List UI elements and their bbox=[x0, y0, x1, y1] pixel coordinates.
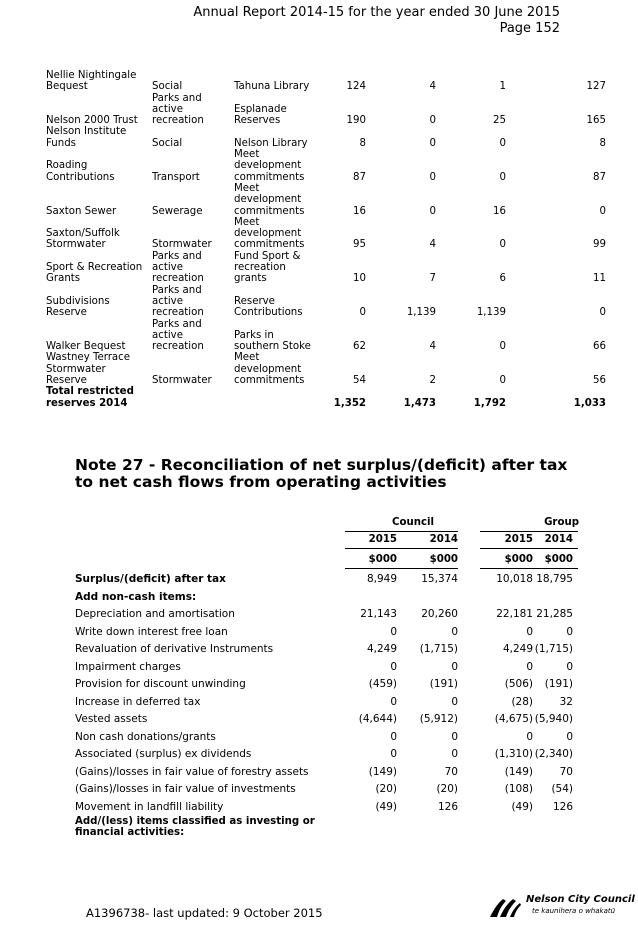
logo-tagline: te kaunihera o whakatū bbox=[532, 907, 616, 915]
reserve-cell-name: Wastney Terrace Stormwater Reserve bbox=[46, 352, 131, 387]
year-header: 2014 bbox=[429, 534, 458, 545]
year-header: 2014 bbox=[544, 534, 573, 545]
reserve-cell-purpose: Meet development commitments bbox=[234, 182, 305, 217]
reserve-cell-out: 0 bbox=[499, 137, 506, 149]
row-value: 0 bbox=[451, 660, 458, 673]
row-value: 126 bbox=[552, 800, 573, 813]
row-value: (5,912) bbox=[419, 713, 458, 725]
reserve-cell-purpose: Parks in southern Stoke bbox=[234, 329, 311, 353]
reconciliation-row bbox=[75, 781, 585, 799]
reserve-cell-out: 0 bbox=[499, 375, 506, 387]
reserve-cell-opening: 95 bbox=[353, 239, 366, 251]
row-value: 21,143 bbox=[360, 608, 397, 620]
group-group-header: Group bbox=[544, 517, 579, 528]
row-value: (5,940) bbox=[534, 713, 573, 725]
reserve-cell-in: 2 bbox=[429, 375, 436, 387]
reserve-cell-closing: 127 bbox=[586, 81, 606, 93]
row-value: 0 bbox=[451, 730, 458, 743]
row-value: 70 bbox=[444, 765, 458, 778]
row-value: 70 bbox=[559, 765, 573, 778]
reserve-cell-out: 25 bbox=[493, 115, 506, 127]
row-value: (1,715) bbox=[419, 643, 458, 655]
row-value: 0 bbox=[451, 748, 458, 760]
reconciliation-row bbox=[75, 571, 585, 589]
row-value: (4,675) bbox=[494, 713, 533, 725]
row-value: 0 bbox=[390, 730, 397, 743]
reserve-cell-closing: 99 bbox=[593, 239, 606, 251]
reserve-cell-out: 1 bbox=[499, 81, 506, 93]
row-value: (20) bbox=[375, 783, 397, 795]
row-value: 10,018 bbox=[496, 573, 533, 585]
reserve-cell-name: Walker Bequest bbox=[46, 341, 126, 353]
reserve-cell-out: 16 bbox=[493, 205, 506, 217]
row-label: Non cash donations/grants bbox=[75, 730, 216, 743]
row-value: (1,715) bbox=[534, 643, 573, 655]
row-value: 20,260 bbox=[421, 608, 458, 620]
council-logo bbox=[488, 893, 635, 923]
reserve-row bbox=[46, 251, 606, 285]
reserve-cell-activity: Stormwater bbox=[152, 375, 212, 387]
reserve-cell-out: 1,139 bbox=[476, 307, 506, 319]
reserve-cell-out: 0 bbox=[499, 239, 506, 251]
report-title: Annual Report 2014-15 for the year ended 30 June 2015 bbox=[193, 5, 560, 20]
reserve-cell-closing: 11 bbox=[593, 273, 606, 285]
row-label: (Gains)/losses in fair value of investments bbox=[75, 783, 296, 795]
row-value: (459) bbox=[368, 678, 397, 690]
reserve-cell-purpose: Tahuna Library bbox=[234, 81, 310, 93]
reserve-cell-purpose: Meet development commitments bbox=[234, 149, 305, 183]
reserve-cell-opening: 62 bbox=[353, 341, 366, 353]
unit-rule bbox=[480, 568, 578, 569]
reserve-cell-closing: 8 bbox=[599, 137, 606, 149]
row-value: (28) bbox=[511, 695, 533, 708]
row-value: (4,644) bbox=[358, 713, 397, 725]
row-value: 0 bbox=[526, 660, 533, 673]
row-value: 4,249 bbox=[502, 643, 533, 655]
year-header-row bbox=[75, 531, 585, 551]
reserve-cell-purpose: Esplanade Reserves bbox=[234, 103, 287, 127]
reserve-cell-activity: Parks and active recreation bbox=[152, 92, 204, 127]
row-value: 0 bbox=[566, 625, 573, 638]
reserve-cell-activity: Transport bbox=[152, 171, 200, 183]
row-value: (149) bbox=[368, 765, 397, 778]
row-value: 0 bbox=[390, 625, 397, 638]
unit-header: $000 bbox=[544, 554, 573, 565]
reserve-cell-opening: 190 bbox=[346, 115, 366, 127]
row-label: Write down interest free loan bbox=[75, 625, 228, 638]
reserve-cell-purpose: Meet development commitments bbox=[234, 352, 305, 387]
reserve-cell-closing: 56 bbox=[593, 375, 606, 387]
reconciliation-row bbox=[75, 676, 585, 694]
row-label: Revaluation of derivative Instruments bbox=[75, 643, 274, 655]
reserve-cell-opening: 0 bbox=[359, 307, 366, 319]
year-rule bbox=[345, 548, 458, 549]
reserve-cell-closing: 165 bbox=[586, 115, 606, 127]
reserve-row bbox=[46, 352, 606, 386]
row-label: Vested assets bbox=[75, 713, 148, 725]
row-value: (54) bbox=[551, 783, 573, 795]
unit-header: $000 bbox=[429, 554, 458, 565]
reserve-cell-opening: 54 bbox=[353, 375, 366, 387]
reserve-cell-opening: 8 bbox=[359, 137, 366, 149]
reserve-cell-closing: 66 bbox=[593, 341, 606, 353]
reserve-row bbox=[46, 126, 606, 149]
row-label: Add non-cash items: bbox=[75, 590, 197, 603]
reserve-cell-in: 4 bbox=[429, 239, 436, 251]
row-value: 8,949 bbox=[366, 573, 397, 585]
row-label: Provision for discount unwinding bbox=[75, 678, 246, 690]
reserve-cell-in: 1,473 bbox=[403, 397, 436, 409]
reserve-cell-opening: 10 bbox=[353, 273, 366, 285]
unit-rule bbox=[345, 568, 458, 569]
reserve-cell-name: Roading Contributions bbox=[46, 160, 115, 183]
page-number: Page 152 bbox=[499, 21, 560, 36]
reserve-row bbox=[46, 319, 606, 353]
reserves-table bbox=[46, 70, 606, 409]
reconciliation-row bbox=[75, 641, 585, 659]
row-value: 0 bbox=[451, 695, 458, 708]
reserve-cell-closing: 87 bbox=[593, 171, 606, 183]
year-rule bbox=[480, 548, 578, 549]
reserve-cell-purpose: Fund Sport & recreation grants bbox=[234, 250, 301, 285]
reserve-cell-opening: 16 bbox=[353, 205, 366, 217]
row-value: (191) bbox=[544, 678, 573, 690]
row-value: 0 bbox=[390, 695, 397, 708]
reserve-row bbox=[46, 70, 606, 93]
reserve-row bbox=[46, 149, 606, 183]
unit-header: $000 bbox=[368, 554, 397, 565]
reserve-cell-in: 0 bbox=[429, 115, 436, 127]
row-value: 0 bbox=[390, 748, 397, 760]
row-value: 0 bbox=[526, 625, 533, 638]
row-value: (191) bbox=[429, 678, 458, 690]
reserve-row bbox=[46, 217, 606, 251]
reserve-cell-name: Saxton/Suffolk Stormwater bbox=[46, 228, 120, 251]
document-reference: A1396738- last updated: 9 October 2015 bbox=[86, 906, 323, 920]
row-value: 0 bbox=[566, 730, 573, 743]
reconciliation-row bbox=[75, 624, 585, 642]
year-header: 2015 bbox=[368, 534, 397, 545]
reserve-cell-closing: 0 bbox=[599, 307, 606, 319]
row-value: 126 bbox=[437, 800, 458, 813]
row-label: Surplus/(deficit) after tax bbox=[75, 573, 226, 585]
row-value: (506) bbox=[504, 678, 533, 690]
logo-name: Nelson City Council bbox=[526, 894, 635, 905]
reserve-cell-purpose: Nelson Library bbox=[234, 137, 308, 149]
row-value: (149) bbox=[504, 765, 533, 778]
reconciliation-row bbox=[75, 764, 585, 782]
reserve-cell-in: 0 bbox=[429, 137, 436, 149]
reconciliation-row bbox=[75, 694, 585, 712]
reserve-cell-out: 0 bbox=[499, 341, 506, 353]
row-value: 21,285 bbox=[536, 608, 573, 620]
row-label: Impairment charges bbox=[75, 660, 181, 673]
reconciliation-row bbox=[75, 659, 585, 677]
row-value: 18,795 bbox=[536, 573, 573, 585]
reserve-cell-out: 1,792 bbox=[473, 397, 506, 409]
reconciliation-row bbox=[75, 589, 585, 607]
reserve-cell-activity: Parks and active recreation bbox=[152, 250, 204, 285]
row-value: (1,310) bbox=[494, 748, 533, 760]
row-value: 0 bbox=[566, 660, 573, 673]
reserve-cell-activity: Parks and active recreation bbox=[152, 284, 204, 319]
reconciliation-row bbox=[75, 711, 585, 729]
row-value: (108) bbox=[504, 783, 533, 795]
row-value: (2,340) bbox=[534, 748, 573, 760]
row-value: 0 bbox=[390, 660, 397, 673]
reserve-cell-name: Sport & Recreation Grants bbox=[46, 262, 143, 285]
reserve-cell-in: 0 bbox=[429, 171, 436, 183]
row-value: (20) bbox=[436, 783, 458, 795]
unit-header-row bbox=[75, 551, 585, 571]
nelson-city-council-logo-icon bbox=[488, 895, 522, 921]
reserve-cell-in: 1,139 bbox=[406, 307, 436, 319]
reserve-cell-in: 7 bbox=[429, 273, 436, 285]
row-value: 22,181 bbox=[496, 608, 533, 620]
reserve-row bbox=[46, 93, 606, 127]
row-value: 32 bbox=[559, 695, 573, 708]
row-label: Associated (surplus) ex dividends bbox=[75, 748, 252, 760]
reserve-cell-opening: 1,352 bbox=[333, 397, 366, 409]
row-value: (49) bbox=[511, 800, 533, 813]
row-value: 0 bbox=[451, 625, 458, 638]
reserve-cell-name: Nelson 2000 Trust bbox=[46, 115, 138, 127]
reserve-cell-name: Nelson Institute Funds bbox=[46, 126, 127, 149]
reserve-cell-activity: Parks and active recreation bbox=[152, 318, 204, 353]
row-label: Movement in landfill liability bbox=[75, 800, 224, 813]
reconciliation-row bbox=[75, 746, 585, 764]
row-label: (Gains)/losses in fair value of forestry assets bbox=[75, 765, 309, 778]
year-header: 2015 bbox=[504, 534, 533, 545]
row-value: 0 bbox=[526, 730, 533, 743]
reserve-cell-in: 4 bbox=[429, 341, 436, 353]
row-label: Increase in deferred tax bbox=[75, 695, 201, 708]
reserve-cell-closing: 0 bbox=[599, 205, 606, 217]
reserve-cell-out: 0 bbox=[499, 171, 506, 183]
reserve-cell-opening: 124 bbox=[346, 81, 366, 93]
group-header-row bbox=[75, 517, 585, 531]
reserve-cell-closing: 1,033 bbox=[573, 397, 606, 409]
reserve-cell-activity: Sewerage bbox=[152, 205, 203, 217]
reserve-row bbox=[46, 183, 606, 217]
reconciliation-row bbox=[75, 606, 585, 624]
reserve-cell-name: Total restricted reserves 2014 bbox=[46, 386, 134, 409]
reconciliation-row bbox=[75, 799, 585, 817]
reconciliation-table bbox=[75, 517, 585, 840]
reserve-cell-name: Subdivisions Reserve bbox=[46, 295, 110, 319]
row-label: Depreciation and amortisation bbox=[75, 608, 235, 620]
row-value: 15,374 bbox=[421, 573, 458, 585]
reserve-cell-name: Saxton Sewer bbox=[46, 205, 117, 217]
group-council-header: Council bbox=[391, 517, 434, 528]
reserve-cell-activity: Stormwater bbox=[152, 239, 212, 251]
reserve-cell-in: 0 bbox=[429, 205, 436, 217]
reserve-row bbox=[46, 285, 606, 319]
reserve-cell-out: 6 bbox=[499, 273, 506, 285]
row-value: (49) bbox=[375, 800, 397, 813]
row-value: 4,249 bbox=[366, 643, 397, 655]
investing-heading: Add/(less) items classified as investing or financial activities: bbox=[75, 816, 315, 838]
unit-header: $000 bbox=[504, 554, 533, 565]
reserve-cell-in: 4 bbox=[429, 81, 436, 93]
reserve-cell-name: Nellie Nightingale Bequest bbox=[46, 70, 137, 93]
reserve-cell-activity: Social bbox=[152, 137, 183, 149]
investing-heading-row bbox=[75, 816, 585, 840]
reserves-total-row bbox=[46, 386, 606, 409]
reserve-cell-opening: 87 bbox=[353, 171, 366, 183]
reserve-cell-purpose: Meet development commitments bbox=[234, 216, 305, 251]
reconciliation-row bbox=[75, 729, 585, 747]
note-title: Note 27 - Reconciliation of net surplus/(deficit) after tax to net cash flows from operating activities bbox=[75, 456, 568, 491]
reserve-cell-purpose: Reserve Contributions bbox=[234, 295, 303, 319]
reserve-cell-activity: Social bbox=[152, 81, 183, 93]
